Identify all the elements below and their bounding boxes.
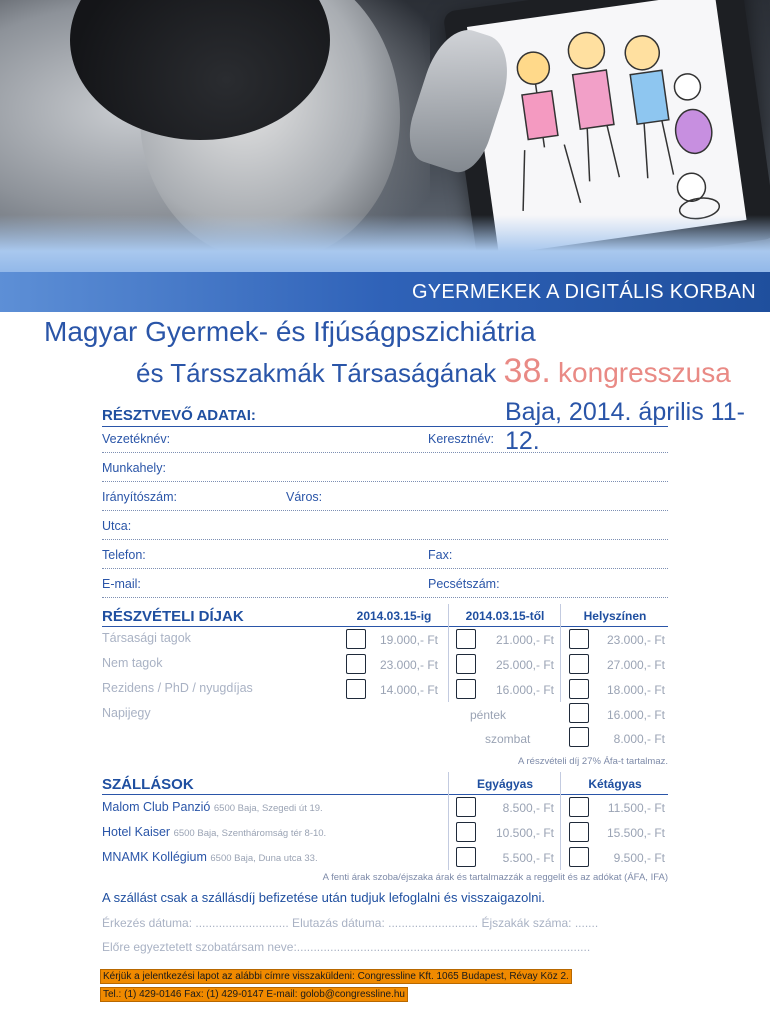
hotel-name: Malom Club Panzió bbox=[102, 800, 211, 814]
fee-price: 19.000,- Ft bbox=[379, 633, 438, 647]
fee-checkbox[interactable] bbox=[569, 629, 589, 649]
day-ticket-checkbox[interactable] bbox=[569, 703, 589, 723]
fee-price: 27.000,- Ft bbox=[606, 658, 665, 672]
return-address-line2: Tel.: (1) 429-0146 Fax: (1) 429-0147 E-mail: golob@congressline.hu bbox=[100, 987, 408, 1002]
fee-row-label: Társasági tagok bbox=[102, 631, 191, 645]
hero-gradient bbox=[0, 215, 770, 275]
participant-rule bbox=[102, 426, 668, 427]
acc-divider-1 bbox=[448, 772, 449, 870]
acc-col-double: Kétágyas bbox=[588, 777, 642, 791]
day-ticket-price: 8.000,- Ft bbox=[613, 732, 665, 746]
day-ticket-checkbox[interactable] bbox=[569, 727, 589, 747]
fee-price: 23.000,- Ft bbox=[606, 633, 665, 647]
hotel-address: 6500 Baja, Szegedi út 19. bbox=[213, 803, 323, 814]
hotel-checkbox[interactable] bbox=[456, 797, 476, 817]
hotel-row bbox=[102, 825, 326, 839]
booking-note: A szállást csak a szállásdíj befizetése után tudjuk lefoglalni és visszaigazolni. bbox=[102, 890, 545, 905]
zip-city-field[interactable] bbox=[102, 510, 668, 511]
fee-row-label: Rezidens / PhD / nyugdíjas bbox=[102, 681, 253, 695]
hotel-price: 10.500,- Ft bbox=[495, 826, 554, 840]
fees-col-late: 2014.03.15-től bbox=[465, 609, 545, 623]
congress-number: 38. bbox=[503, 352, 551, 390]
fee-price: 14.000,- Ft bbox=[379, 683, 438, 697]
fee-checkbox[interactable] bbox=[346, 654, 366, 674]
fees-divider-1 bbox=[448, 604, 449, 702]
congress-location-date: Baja, 2014. április 11-12. bbox=[505, 398, 745, 455]
hotel-row bbox=[102, 850, 318, 864]
theme-banner-text: GYERMEKEK A DIGITÁLIS KORBAN bbox=[411, 281, 756, 303]
fees-col-early: 2014.03.15-ig bbox=[356, 609, 432, 623]
fee-price: 18.000,- Ft bbox=[606, 683, 665, 697]
fee-checkbox[interactable] bbox=[569, 679, 589, 699]
fee-row-label: Nem tagok bbox=[102, 656, 163, 670]
fee-checkbox[interactable] bbox=[456, 679, 476, 699]
day-ticket-day: szombat bbox=[485, 732, 531, 746]
city-label: Város: bbox=[286, 490, 323, 504]
accommodation-heading: SZÁLLÁSOK bbox=[102, 776, 194, 793]
hotel-name: Hotel Kaiser bbox=[102, 825, 171, 839]
day-ticket-label: Napijegy bbox=[102, 706, 151, 720]
zip-label: Irányítószám: bbox=[102, 490, 178, 504]
acc-divider-2 bbox=[560, 772, 561, 870]
accommodation-price-note: A fenti árak szoba/éjszaka árak és tartalmazzák a reggelit és az adókat (ÁFA, IFA) bbox=[322, 872, 668, 883]
lastname-field[interactable] bbox=[102, 452, 668, 453]
acc-col-single: Egyágyas bbox=[476, 777, 534, 791]
participant-heading: RÉSZTVEVŐ ADATAI: bbox=[102, 407, 256, 424]
congress-title-word: kongresszusa bbox=[558, 357, 731, 388]
accommodation-rule bbox=[102, 794, 668, 795]
hotel-checkbox[interactable] bbox=[569, 797, 589, 817]
return-address-line1: Kérjük a jelentkezési lapot az alábbi címre visszaküldeni: Congressline Kft. 1065 Budapest, Révay Köz 2. bbox=[100, 969, 572, 984]
fee-checkbox[interactable] bbox=[346, 679, 366, 699]
fee-price: 25.000,- Ft bbox=[495, 658, 554, 672]
hotel-checkbox[interactable] bbox=[569, 822, 589, 842]
street-field[interactable] bbox=[102, 539, 668, 540]
hotel-checkbox[interactable] bbox=[456, 847, 476, 867]
congress-title-line1: Magyar Gyermek- és Ifjúságpszichiátria bbox=[44, 316, 536, 347]
hotel-checkbox[interactable] bbox=[456, 822, 476, 842]
congress-title-line2 bbox=[136, 352, 731, 391]
hotel-checkbox[interactable] bbox=[569, 847, 589, 867]
congress-title-society: és Társszakmák Társaságának bbox=[136, 358, 497, 388]
arrival-departure-line[interactable]: Érkezés dátuma: ............................ Elutazás dátuma: ........................... Éjszakák száma: ....... bbox=[102, 916, 599, 930]
hotel-price: 9.500,- Ft bbox=[613, 851, 665, 865]
fee-checkbox[interactable] bbox=[456, 654, 476, 674]
email-label: E-mail: bbox=[102, 577, 141, 591]
hero-image bbox=[0, 0, 770, 275]
hotel-address: 6500 Baja, Szentháromság tér 8-10. bbox=[173, 828, 327, 839]
fee-price: 16.000,- Ft bbox=[495, 683, 554, 697]
hotel-name: MNAMK Kollégium bbox=[102, 850, 207, 864]
stamp-label: Pecsétszám: bbox=[428, 577, 500, 591]
phone-label: Telefon: bbox=[102, 548, 146, 562]
fee-price: 23.000,- Ft bbox=[379, 658, 438, 672]
hotel-price: 5.500,- Ft bbox=[502, 851, 554, 865]
hotel-row bbox=[102, 800, 323, 814]
fax-label: Fax: bbox=[428, 548, 453, 562]
hotel-price: 8.500,- Ft bbox=[502, 801, 554, 815]
hotel-price: 15.500,- Ft bbox=[606, 826, 665, 840]
fee-price: 21.000,- Ft bbox=[495, 633, 554, 647]
firstname-label: Keresztnév: bbox=[428, 432, 495, 446]
fee-checkbox[interactable] bbox=[346, 629, 366, 649]
day-ticket-price: 16.000,- Ft bbox=[606, 708, 665, 722]
email-field[interactable] bbox=[102, 597, 668, 598]
workplace-field[interactable] bbox=[102, 481, 668, 482]
fees-divider-2 bbox=[560, 604, 561, 702]
fee-checkbox[interactable] bbox=[456, 629, 476, 649]
street-label: Utca: bbox=[102, 519, 132, 533]
fees-col-onsite: Helyszínen bbox=[583, 609, 647, 623]
workplace-label: Munkahely: bbox=[102, 461, 166, 475]
roommate-line[interactable]: Előre egyeztetett szobatársam neve:........................................................................................ bbox=[102, 940, 591, 954]
return-address bbox=[100, 966, 572, 1002]
hotel-address: 6500 Baja, Duna utca 33. bbox=[210, 853, 318, 864]
lastname-label: Vezetéknév: bbox=[102, 432, 171, 446]
phone-field[interactable] bbox=[102, 568, 668, 569]
fees-heading: RÉSZVÉTELI DÍJAK bbox=[102, 608, 244, 625]
vat-note: A részvételi díj 27% Áfa-t tartalmaz. bbox=[518, 756, 668, 767]
fee-checkbox[interactable] bbox=[569, 654, 589, 674]
day-ticket-day: péntek bbox=[470, 708, 507, 722]
hotel-price: 11.500,- Ft bbox=[607, 801, 665, 815]
theme-banner bbox=[0, 272, 770, 312]
fees-rule bbox=[102, 626, 668, 627]
